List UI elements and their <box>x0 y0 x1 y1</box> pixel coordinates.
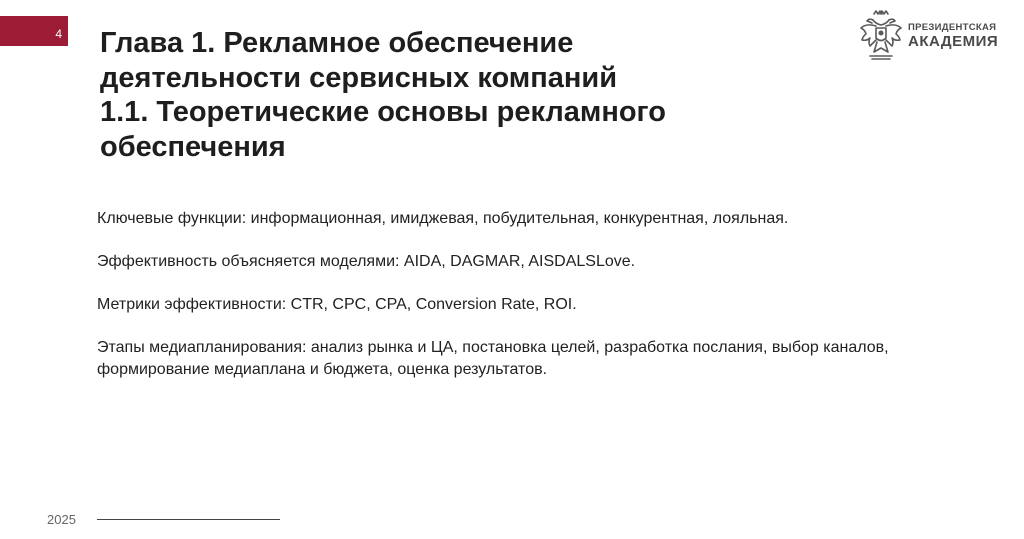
slide-title-line: 1.1. Теоретические основы рекламного <box>100 96 666 128</box>
logo-text-bottom: АКАДЕМИЯ <box>908 33 999 50</box>
slide-title <box>100 26 800 164</box>
slide-title-line: деятельности сервисных компаний <box>100 61 618 94</box>
slide-body <box>97 208 927 402</box>
body-paragraph: Этапы медиапланирования: анализ рынка и ЦА, постановка целей, разработка послания, выбор каналов, формирование медиаплана и бюджета, оценка результатов. <box>97 339 889 378</box>
academy-logo <box>858 8 998 64</box>
body-paragraph: Ключевые функции: информационная, имиджевая, побудительная, конкурентная, лояльная. <box>97 210 789 227</box>
slide-title-line: Глава 1. Рекламное обеспечение <box>100 27 574 59</box>
body-paragraph: Метрики эффективности: CTR, CPC, CPA, Conversion Rate, ROI. <box>97 296 577 313</box>
page-number-marker <box>0 16 68 46</box>
footer-year: 2025 <box>47 512 76 527</box>
slide-title-line: обеспечения <box>100 130 286 163</box>
page-number: 4 <box>55 27 62 41</box>
double-headed-eagle-icon <box>858 8 904 64</box>
logo-text-top: ПРЕЗИДЕНТСКАЯ <box>908 22 997 33</box>
footer-divider <box>97 519 280 520</box>
body-paragraph: Эффективность объясняется моделями: AIDA, DAGMAR, AISDALSLove. <box>97 253 636 270</box>
